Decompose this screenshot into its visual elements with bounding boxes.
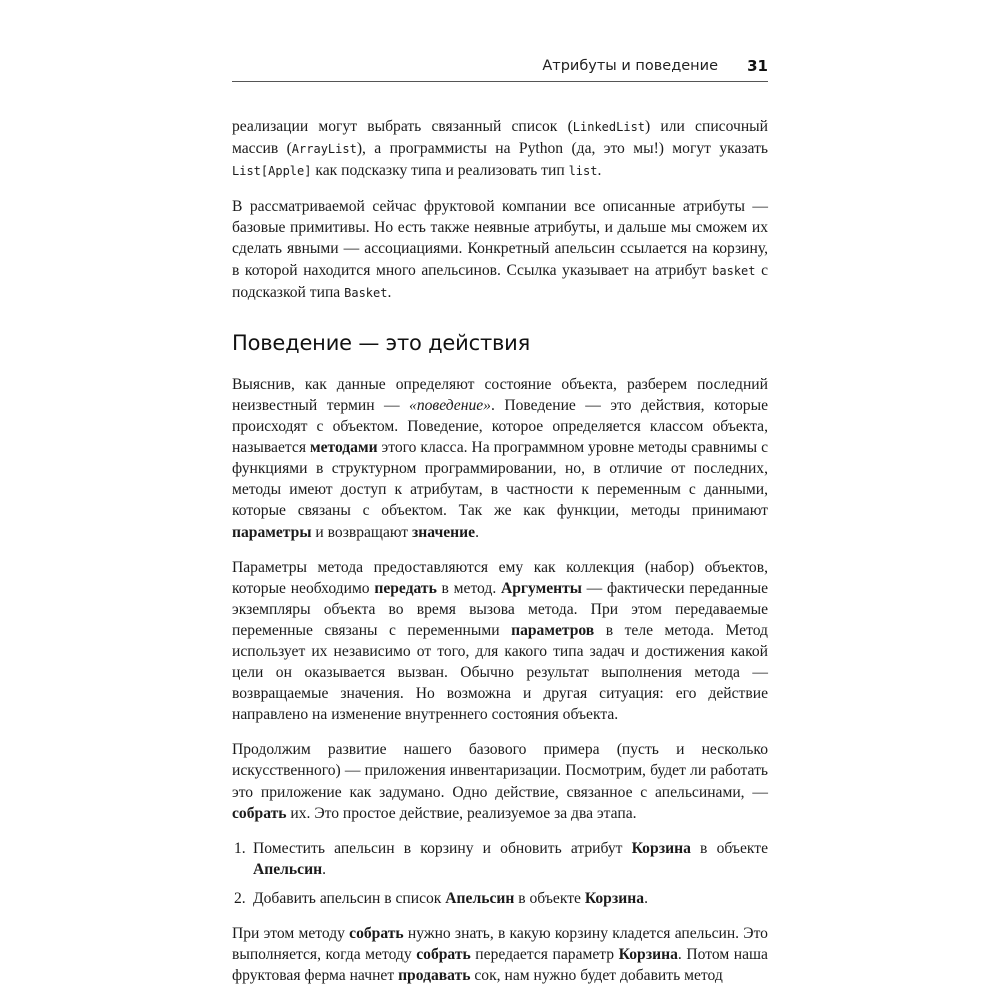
- term-collect: собрать: [232, 804, 287, 822]
- term-value: значение: [412, 523, 476, 541]
- code-list-apple: List[Apple]: [232, 164, 312, 179]
- page-number: 31: [747, 57, 768, 75]
- paragraph-4: Параметры метода предоставляются ему как коллекция (набор) объектов, которые необходимо передать в метод. Аргументы — фактически переданные экземпляры объекта во время вызова метода. При этом передаваемые переменные связаны с переменными параметров в теле метода. Метод использует их независимо от того, для какого типа задач и достижения какой цели он оказывается вызван. Обычно результат выполнения метода — возвращаемые значения. Но возможна и другая ситуация: его действие направлено на изменение внутреннего состояния объекта.: [232, 558, 769, 724]
- running-header: [232, 58, 768, 82]
- term-parameters-2: параметров: [511, 621, 595, 639]
- term-arguments: Аргументы: [500, 579, 582, 597]
- code-list: list: [568, 164, 598, 179]
- list-item-number: 2.: [234, 889, 246, 907]
- term-methods: методами: [309, 439, 378, 457]
- code-arraylist: ArrayList: [291, 142, 357, 157]
- page-body: [232, 116, 768, 1000]
- list-item: 1. Поместить апельсин в корзину и обновить атрибут Корзина в объекте Апельсин.: [234, 839, 768, 878]
- list-item: 2. Добавить апельсин в список Апельсин в объекте Корзина.: [232, 888, 768, 909]
- code-linkedlist: LinkedList: [572, 120, 646, 134]
- paragraph-2: В рассматриваемой сейчас фруктовой компании все описанные атрибуты — базовые примитивы. Но есть также неявные атрибуты, и дальше мы сможем их сделать явными — ассоциациями. Конкретный апельсин ссылается на корзину, в которой находится много апельсинов. Ссылка указывает на атрибут basket с подсказкой типа Basket.: [232, 198, 768, 301]
- paragraph-3: Выяснив, как данные определяют состояние объекта, разберем последний неизвестный термин — «поведение». Поведение — это действия, которые происходят с объектом. Поведение, которое определяется классом объекта, называется методами этого класса. На программном уровне методы сравнимы с функциями в структурном программировании, но, в отличие от последних, методы имеют доступ к атрибутам, в частности к переменным с данными, которые связаны с объектом. Так же как функции, методы принимают параметры и возвращают значение.: [232, 375, 768, 541]
- term-parameters: параметры: [232, 523, 312, 541]
- paragraph-6: При этом методу собрать нужно знать, в какую корзину кладется апельсин. Это выполняется, когда методу собрать передается параметр Корзина. Потом наша фруктовая ферма начнет продавать сок, нам нужно будет добавить метод: [232, 925, 768, 985]
- paragraph-5: Продолжим развитие нашего базового примера (пусть и несколько искусственного) — приложения инвентаризации. Посмотрим, будет ли работать это приложение как задумано. Одно действие, связанное с апельсинами, — собрать их. Это простое действие, реализуемое за два этапа.: [232, 741, 768, 822]
- code-basket-attr: basket: [712, 263, 756, 278]
- code-basket-type: Basket: [344, 285, 388, 300]
- header-rule: [232, 81, 768, 82]
- term-behavior: «поведение»: [409, 396, 491, 414]
- list-item-number: 1.: [234, 839, 246, 857]
- section-heading: Поведение — это действия: [232, 330, 531, 355]
- steps-list: [232, 838, 768, 909]
- running-header-title: Атрибуты и поведение: [542, 58, 718, 74]
- paragraph-1: реализации могут выбрать связанный список (LinkedList) или списочный массив (ArrayList), а программисты на Python (да, это мы!) могут указать List[Apple] как подсказку типа и реализовать тип list.: [232, 118, 769, 180]
- term-pass: передать: [374, 579, 437, 597]
